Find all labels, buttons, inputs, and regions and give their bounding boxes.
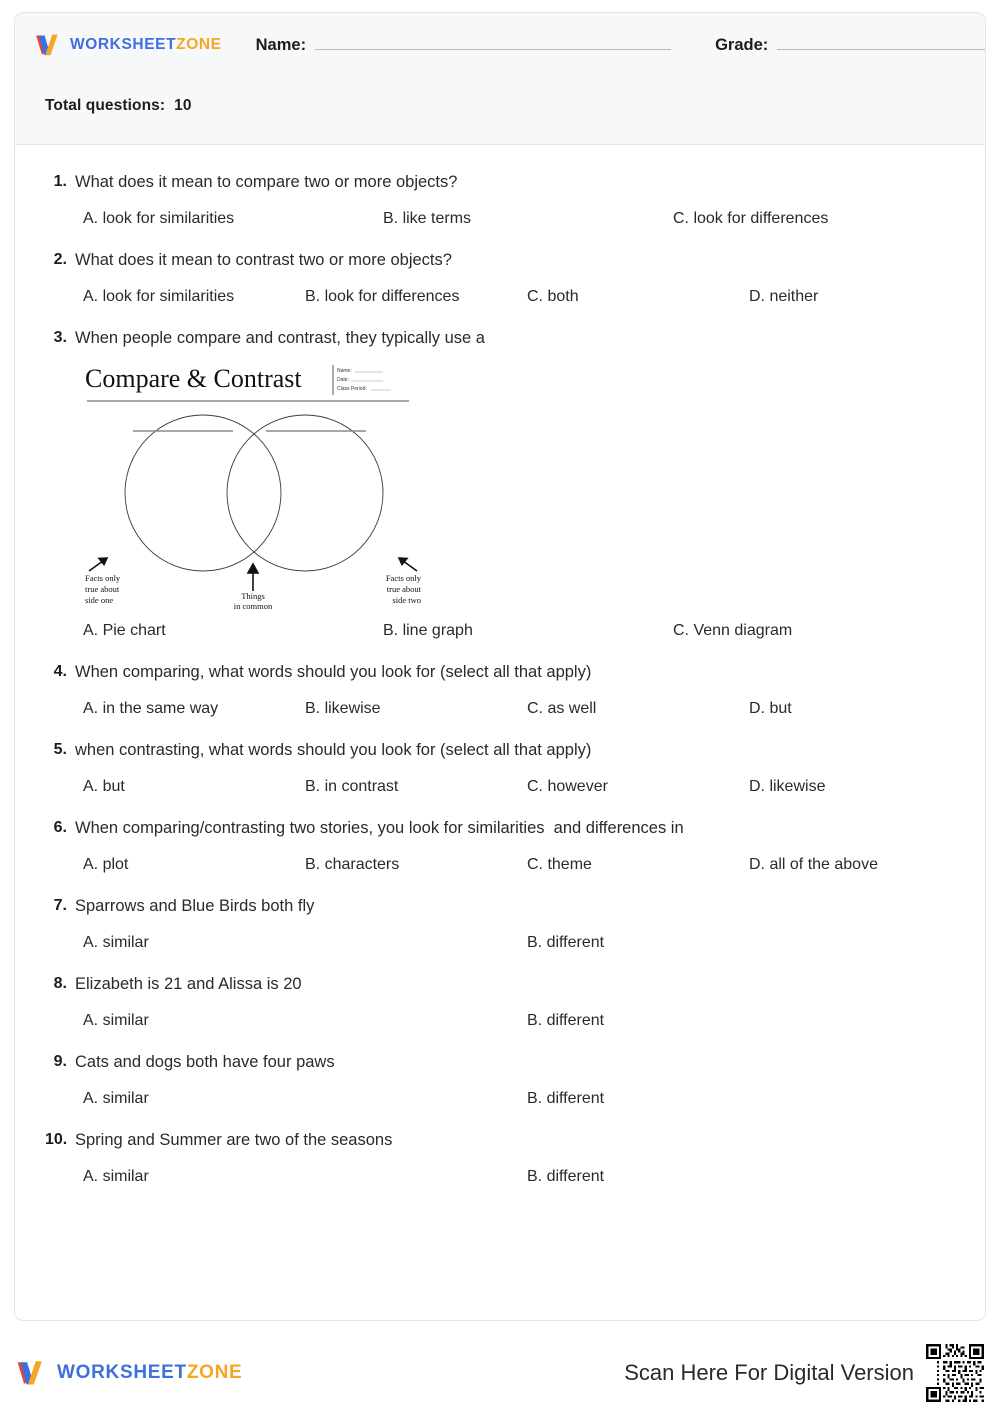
svg-text:Facts only: Facts only (385, 573, 421, 583)
question-8-number: 8. (53, 975, 67, 992)
question-2-option-b[interactable]: B. look for differences (305, 288, 460, 305)
question-7-option-b[interactable]: B. different (527, 934, 605, 951)
footer-logo-text-zone: ZONE (186, 1362, 243, 1383)
question-7-number: 7. (53, 897, 67, 914)
question-3-number: 3. (53, 329, 67, 346)
question-8-option-b[interactable]: B. different (527, 1012, 605, 1029)
question-4-line (45, 659, 955, 685)
question-1-line (45, 169, 955, 195)
question-7-options (83, 931, 955, 955)
question-4-option-c[interactable]: C. as well (527, 700, 597, 717)
question-8 (45, 971, 955, 1033)
page-footer (14, 1342, 986, 1404)
question-4 (45, 659, 955, 721)
question-10-options (83, 1165, 955, 1189)
name-field[interactable] (256, 36, 671, 55)
logo-text-worksheet: WORKSHEET (70, 36, 177, 53)
question-4-number: 4. (53, 663, 67, 680)
question-8-text: Elizabeth is 21 and Alissa is 20 (75, 975, 302, 993)
question-6-option-b[interactable]: B. characters (305, 856, 400, 873)
grade-label: Grade: (715, 35, 769, 54)
worksheetzone-logo-text (70, 36, 222, 54)
question-7-option-a[interactable]: A. similar (83, 934, 149, 951)
question-10-text: Spring and Summer are two of the seasons (75, 1131, 393, 1149)
question-6-option-a[interactable]: A. plot (83, 856, 129, 873)
question-5-text: when contrasting, what words should you look for (select all that apply) (75, 741, 592, 759)
question-3-option-b[interactable]: B. line graph (383, 622, 473, 639)
question-5-option-d[interactable]: D. likewise (749, 778, 826, 795)
question-10-number: 10. (45, 1131, 68, 1148)
question-7-text: Sparrows and Blue Birds both fly (75, 897, 315, 915)
question-6-text: When comparing/contrasting two stories, you look for similarities and differences in (75, 819, 684, 837)
svg-text:true about: true about (85, 584, 120, 594)
question-4-option-a[interactable]: A. in the same way (83, 700, 219, 717)
qr-code-icon[interactable] (924, 1342, 986, 1404)
question-2-option-d[interactable]: D. neither (749, 288, 819, 305)
question-1 (45, 169, 955, 231)
question-5-line (45, 737, 955, 763)
question-5-option-a[interactable]: A. but (83, 778, 125, 795)
question-4-text: When comparing, what words should you look for (select all that apply) (75, 663, 592, 681)
svg-text:true about: true about (386, 584, 421, 594)
footer-worksheetzone-logo-icon (14, 1357, 48, 1389)
svg-text:side two: side two (392, 595, 421, 605)
grade-write-line[interactable] (777, 49, 986, 50)
name-write-line[interactable] (315, 49, 671, 50)
question-8-line (45, 971, 955, 997)
question-9-text: Cats and dogs both have four paws (75, 1053, 335, 1071)
svg-text:Class Period:: Class Period: (337, 386, 367, 392)
questions-list (15, 145, 985, 1215)
question-10-option-b[interactable]: B. different (527, 1168, 605, 1185)
svg-text:side one: side one (85, 595, 114, 605)
svg-text:Date:: Date: (337, 377, 349, 383)
question-1-options (83, 207, 955, 231)
logo-text-zone: ZONE (176, 36, 222, 53)
question-1-option-a[interactable]: A. look for similarities (83, 210, 235, 227)
svg-text:Compare & Contrast: Compare & Contrast (85, 364, 302, 393)
question-3-text: When people compare and contrast, they typically use a (75, 329, 485, 347)
question-5-option-b[interactable]: B. in contrast (305, 778, 399, 795)
question-3-option-a[interactable]: A. Pie chart (83, 622, 166, 639)
question-10-option-a[interactable]: A. similar (83, 1168, 149, 1185)
question-3-line (45, 325, 955, 351)
svg-text:Name:: Name: (337, 368, 352, 374)
svg-text:Facts only: Facts only (85, 573, 121, 583)
question-2-option-a[interactable]: A. look for similarities (83, 288, 235, 305)
question-2-options (83, 285, 955, 309)
question-5 (45, 737, 955, 799)
question-5-option-c[interactable]: C. however (527, 778, 608, 795)
worksheet-card (14, 12, 986, 1321)
question-2-text: What does it mean to contrast two or more objects? (75, 251, 452, 269)
question-6-number: 6. (53, 819, 67, 836)
question-6-line (45, 815, 955, 841)
footer-logo-text-worksheet: WORKSHEET (57, 1362, 187, 1383)
footer-scan-area (624, 1342, 986, 1404)
question-1-text: What does it mean to compare two or more objects? (75, 173, 458, 191)
question-9-option-b[interactable]: B. different (527, 1090, 605, 1107)
question-6 (45, 815, 955, 877)
question-1-option-c[interactable]: C. look for differences (673, 210, 829, 227)
question-2-option-c[interactable]: C. both (527, 288, 579, 305)
question-5-options (83, 775, 955, 799)
compare-contrast-venn-figure (83, 359, 423, 609)
question-4-options (83, 697, 955, 721)
question-6-option-d[interactable]: D. all of the above (749, 856, 878, 873)
svg-text:Things: Things (241, 591, 265, 601)
question-8-options (83, 1009, 955, 1033)
question-1-number: 1. (53, 173, 67, 190)
question-4-option-d[interactable]: D. but (749, 700, 792, 717)
question-9-line (45, 1049, 955, 1075)
worksheetzone-logo (33, 31, 222, 59)
question-3-options (83, 619, 955, 643)
question-7 (45, 893, 955, 955)
svg-text:in common: in common (233, 601, 273, 609)
question-6-options (83, 853, 955, 877)
question-6-option-c[interactable]: C. theme (527, 856, 592, 873)
footer-logo-text (57, 1362, 242, 1384)
question-8-option-a[interactable]: A. similar (83, 1012, 149, 1029)
name-label: Name: (255, 35, 307, 54)
worksheetzone-logo-icon (33, 31, 63, 59)
question-7-line (45, 893, 955, 919)
grade-field[interactable] (715, 36, 986, 55)
footer-worksheetzone-logo (14, 1357, 242, 1389)
question-2 (45, 247, 955, 309)
header-row (33, 31, 967, 59)
total-questions-label: Total questions: (45, 97, 166, 114)
question-2-number: 2. (53, 251, 67, 268)
total-questions-count: 10 (174, 97, 192, 114)
question-5-number: 5. (53, 741, 67, 758)
question-3 (45, 325, 955, 643)
worksheet-header (15, 13, 985, 145)
question-1-option-b[interactable]: B. like terms (383, 210, 472, 227)
scan-here-text: Scan Here For Digital Version (624, 1360, 914, 1385)
question-3-option-c[interactable]: C. Venn diagram (673, 622, 793, 639)
question-10 (45, 1127, 955, 1189)
question-4-option-b[interactable]: B. likewise (305, 700, 381, 717)
question-2-line (45, 247, 955, 273)
question-10-line (45, 1127, 955, 1153)
question-9-option-a[interactable]: A. similar (83, 1090, 149, 1107)
total-questions (45, 97, 192, 115)
question-9 (45, 1049, 955, 1111)
question-9-options (83, 1087, 955, 1111)
question-9-number: 9. (53, 1053, 67, 1070)
